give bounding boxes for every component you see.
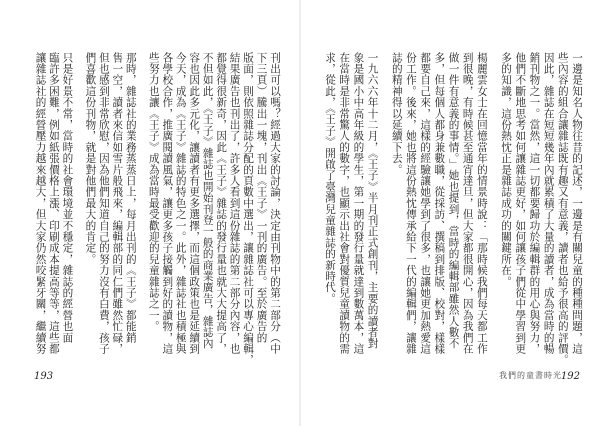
paragraph-gap — [380, 52, 390, 368]
text-column: 都要自己來，這樣的經驗讓她學到了很多，也讓她更加熱愛這 — [419, 52, 432, 355]
text-column: 做一件有意義的事情。」她也提到，當時的編輯部雖然人數不 — [447, 52, 460, 350]
left-page-number: 193 — [34, 371, 54, 382]
text-column: 刊出可以嗎？經過大家的討論，決定由刊物中的第二部分（中 — [269, 52, 281, 355]
paragraph-gap — [74, 52, 84, 368]
text-column: 些內容的組合讓雜誌既有趣又有意義，讀者也給予很高的評價。 — [556, 52, 569, 366]
text-column: 份工作。後來，她也將這份熱忱傳承給下一代的編輯們，讓雜 — [404, 52, 417, 355]
text-column: 下三頁）騰出一塊，刊出《王子》一刊的廣告。至於廣告的 — [255, 52, 268, 344]
text-column: 讓雜誌社的經營壓力越來越大，但大家仍然咬緊牙關，繼續努 — [34, 52, 47, 355]
text-column: 版面，則依照雜誌分配的頁數中選出，讓雜誌社可以專心編輯， — [242, 52, 255, 366]
right-page — [300, 0, 600, 426]
running-head: 我們的童書時光 — [499, 371, 562, 380]
text-column: 求，從此，《王子》開啟了臺灣兒童雜誌的新時代。 — [324, 52, 336, 305]
text-column: 銷刊物之一。當然，這一切都要歸功於編輯群的用心與努力， — [528, 52, 541, 355]
text-column: 到很晚，有時候甚至通宵達旦，但大家都很開心，因為我們在 — [461, 52, 474, 355]
text-column: 他們不斷地思考如何讓雜誌更好，如何讓孩子們從中學習到更 — [514, 52, 527, 355]
paragraph-gap — [489, 52, 499, 368]
text-column: 結果廣告也刊出了，許多人看到這份雜誌的第二部分內容，也 — [228, 52, 241, 355]
text-column: 們喜歡這份刊物，就是對他們最大的肯定。 — [84, 52, 97, 265]
left-page-text — [34, 52, 282, 368]
text-column: 一邊是知名人物往昔的記述，一邊是有關兒童的種種問題，這 — [571, 52, 583, 355]
text-column: 但也感到非常欣慰，因為他們知道自己的努力沒有白費，孩子 — [97, 52, 110, 355]
text-column: 只是好景不常，當時的社會環境並不穩定，雜誌的經營也面 — [61, 52, 74, 344]
text-column: 因此，雜誌在短短幾年內就累積了大量的讀者，成為當時的暢 — [542, 52, 555, 355]
text-column: 不但如此，《王子》雜誌也開始刊登一般的商業廣告，雜誌內 — [201, 52, 214, 350]
text-column: 多，但每個人都身兼數職，從採訪、撰稿到排版、校對，樣樣 — [433, 52, 446, 355]
text-column: 在當時是非常驚人的數字，也顯示出社會對優質兒童讀物的需 — [338, 52, 351, 355]
right-page-number: 192 — [560, 371, 580, 382]
text-column: 楊麗雲女士在回憶當年的情景時說：「那時候我們每天都工作 — [475, 52, 488, 355]
text-column: 那時，雜誌社的業務蒸蒸日上，每月出刊的《王子》都能銷 — [124, 52, 137, 344]
right-page-text — [320, 52, 584, 368]
text-column: 各學校合作，推廣閱讀風氣，讓更多孩子接觸到好的讀物，這 — [161, 52, 174, 355]
text-column: 都覺得很新奇，因此《王子》雜誌的發行量也就大大提高了， — [215, 52, 228, 355]
text-column: 象是國小中高年級的學生，第一期的發行量就達到數萬本，這 — [352, 52, 365, 355]
text-column: 臨許多困難，例如紙張價格上漲、印刷成本提高等等，這些都 — [47, 52, 60, 355]
text-column: 誌的精神得以延續下去。 — [390, 52, 403, 176]
text-column: 售一空，讀者來信如雪片般飛來，編輯部的同仁們雖然忙碌， — [111, 52, 124, 355]
text-column: 些努力也讓《王子》成為當時最受歡迎的兒童雜誌之一。 — [147, 52, 160, 332]
text-column: 多的知識，這份熱忱正是雜誌成功的關鍵所在。 — [500, 52, 513, 288]
paragraph-gap — [138, 52, 148, 368]
text-column: 容也因此多元化，讓讀者有更多選擇，而這個政策也是延續到 — [188, 52, 201, 355]
text-column: 一九六六年十二月，《王子》半月刊正式創刊，主要的讀者對 — [366, 52, 379, 350]
text-column: 今天，成為《王子》雜誌的特色之一。此外，雜誌社也積極與 — [174, 52, 187, 355]
